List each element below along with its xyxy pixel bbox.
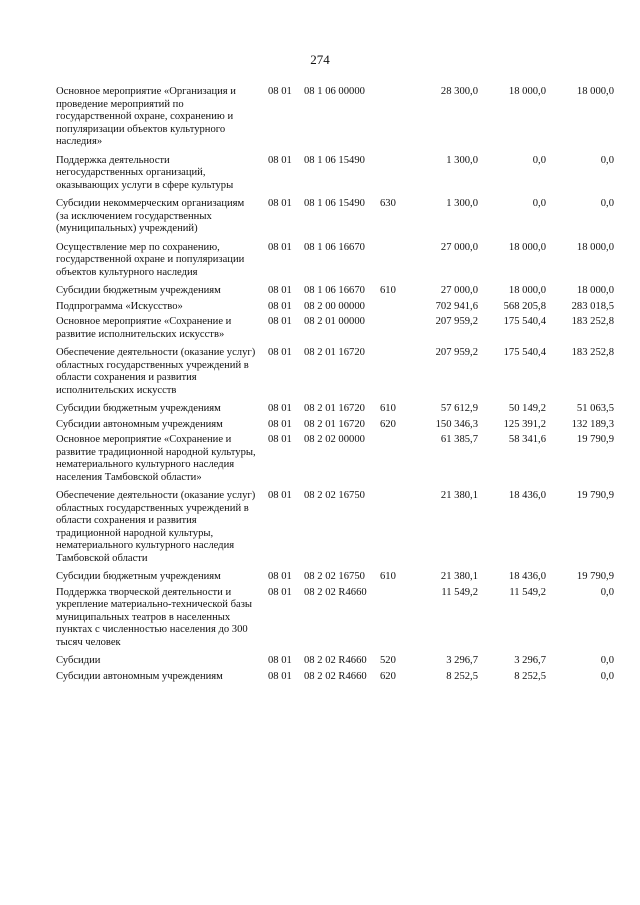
table-row	[56, 434, 616, 490]
table-row	[56, 347, 616, 403]
table-row	[56, 155, 616, 199]
row-amount-year-2: 18 000,0	[508, 86, 546, 97]
row-target-article-code: 08 2 01 16720	[304, 418, 365, 430]
row-target-article-code: 08 1 06 16670	[304, 285, 365, 296]
row-section-code: 08 01	[268, 586, 292, 598]
row-name: Поддержка творческой деятельности и укрепление материально-технической базы муниципальных театров в населенных пунктах с численностью населения до 300 тысяч человек	[56, 586, 252, 648]
row-name: Субсидии	[56, 655, 101, 666]
row-section-code: 08 01	[268, 347, 292, 358]
row-amount-year-3: 19 790,9	[576, 571, 614, 582]
row-target-article-code: 08 2 01 00000	[304, 316, 365, 327]
row-section-code: 08 01	[268, 154, 292, 166]
row-target-article-code: 08 1 06 15490	[304, 154, 365, 166]
row-target-article-code: 08 2 02 16750	[304, 490, 365, 501]
row-amount-year-3: 132 189,3	[571, 418, 614, 430]
row-target-article-code: 08 2 02 R4660	[304, 586, 367, 598]
row-amount-year-2: 8 252,5	[514, 670, 546, 682]
row-amount-year-2: 568 205,8	[503, 300, 546, 312]
row-expense-type-code: 520	[380, 655, 396, 666]
row-target-article-code: 08 2 02 R4660	[304, 670, 367, 682]
table-row	[56, 571, 616, 587]
table-row	[56, 86, 616, 155]
budget-table-body	[56, 86, 616, 686]
row-name: Субсидии автономным учреждениям	[56, 418, 223, 430]
row-expense-type-code	[380, 301, 410, 317]
row-amount-year-1: 27 000,0	[440, 285, 478, 296]
row-amount-year-2: 18 000,0	[508, 285, 546, 296]
row-target-article-code: 08 2 00 00000	[304, 300, 365, 312]
row-amount-year-2: 125 391,2	[503, 418, 546, 430]
row-name: Субсидии бюджетным учреждениям	[56, 285, 221, 296]
row-amount-year-1: 207 959,2	[435, 347, 478, 358]
row-amount-year-2: 50 149,2	[508, 403, 546, 414]
row-amount-year-1: 8 252,5	[446, 670, 478, 682]
row-section-code: 08 01	[268, 241, 292, 253]
row-amount-year-1: 21 380,1	[440, 490, 478, 501]
row-name: Осуществление мер по сохранению, государственной охране и популяризации объектов культурного наследия	[56, 241, 245, 278]
row-amount-year-2: 58 341,6	[508, 434, 546, 445]
row-section-code: 08 01	[268, 670, 292, 682]
row-target-article-code: 08 2 02 16750	[304, 571, 365, 582]
row-amount-year-1: 150 346,3	[435, 418, 478, 430]
row-amount-year-3: 0,0	[600, 655, 614, 666]
table-row	[56, 587, 616, 656]
row-amount-year-1: 702 941,6	[435, 300, 478, 312]
row-target-article-code: 08 2 01 16720	[304, 403, 365, 414]
row-target-article-code: 08 2 01 16720	[304, 347, 365, 358]
row-name: Субсидии бюджетным учреждениям	[56, 571, 221, 582]
row-amount-year-2: 0,0	[532, 198, 546, 209]
row-amount-year-2: 0,0	[532, 154, 546, 166]
row-expense-type-code	[380, 347, 410, 403]
row-expense-type-code: 620	[380, 670, 396, 682]
row-amount-year-2: 18 436,0	[508, 571, 546, 582]
row-amount-year-1: 27 000,0	[440, 241, 478, 253]
row-amount-year-2: 18 436,0	[508, 490, 546, 501]
row-amount-year-2: 18 000,0	[508, 241, 546, 253]
row-target-article-code: 08 2 02 R4660	[304, 655, 367, 666]
row-amount-year-2: 175 540,4	[503, 316, 546, 327]
row-expense-type-code	[380, 434, 410, 490]
row-section-code: 08 01	[268, 655, 292, 666]
row-amount-year-3: 18 000,0	[576, 241, 614, 253]
row-expense-type-code: 610	[380, 571, 396, 582]
row-name: Основное мероприятие «Сохранение и развитие традиционной народной культуры, нематериального культурного наследия населения Тамбовской области»	[56, 434, 256, 483]
table-row	[56, 285, 616, 301]
row-amount-year-3: 0,0	[600, 154, 614, 166]
row-amount-year-3: 18 000,0	[576, 285, 614, 296]
row-section-code: 08 01	[268, 434, 292, 445]
table-row	[56, 403, 616, 419]
row-name: Субсидии бюджетным учреждениям	[56, 403, 221, 414]
table-row	[56, 316, 616, 347]
table-row	[56, 490, 616, 571]
row-amount-year-1: 57 612,9	[440, 403, 478, 414]
row-amount-year-3: 19 790,9	[576, 490, 614, 501]
row-section-code: 08 01	[268, 571, 292, 582]
row-expense-type-code	[380, 242, 410, 286]
row-name: Обеспечение деятельности (оказание услуг) областных государственных учреждений в области сохранения и развития исполнительских искусств	[56, 347, 256, 396]
row-amount-year-3: 18 000,0	[576, 86, 614, 97]
row-name: Основное мероприятие «Организация и проведение мероприятий по государственной охране, сохранению и популяризации объектов культурного наследия»	[56, 86, 236, 147]
row-amount-year-1: 61 385,7	[440, 434, 478, 445]
row-name: Подпрограмма «Искусство»	[56, 300, 183, 312]
row-name: Субсидии некоммерческим организациям (за исключением государственных (муниципальных) учреждений)	[56, 198, 245, 234]
row-target-article-code: 08 1 06 15490	[304, 198, 365, 209]
row-name: Поддержка деятельности негосударственных организаций, оказывающих услуги в сфере культуры	[56, 154, 234, 191]
row-expense-type-code	[380, 316, 410, 347]
row-amount-year-3: 283 018,5	[571, 300, 614, 312]
row-amount-year-3: 0,0	[600, 586, 614, 598]
row-section-code: 08 01	[268, 316, 292, 327]
row-amount-year-2: 175 540,4	[503, 347, 546, 358]
row-expense-type-code	[380, 490, 410, 571]
row-target-article-code: 08 1 06 00000	[304, 86, 365, 97]
row-expense-type-code	[380, 86, 410, 155]
page-number: 274	[310, 52, 330, 67]
row-expense-type-code: 630	[380, 198, 396, 209]
row-section-code: 08 01	[268, 198, 292, 209]
row-name: Основное мероприятие «Сохранение и развитие исполнительских искусств»	[56, 316, 232, 340]
row-amount-year-3: 51 063,5	[576, 403, 614, 414]
table-row	[56, 242, 616, 286]
row-section-code: 08 01	[268, 403, 292, 414]
table-row	[56, 419, 616, 435]
row-amount-year-1: 207 959,2	[435, 316, 478, 327]
row-expense-type-code: 610	[380, 285, 396, 296]
row-expense-type-code: 620	[380, 418, 396, 430]
row-expense-type-code	[380, 587, 410, 656]
row-expense-type-code: 610	[380, 403, 396, 414]
row-amount-year-1: 1 300,0	[446, 198, 478, 209]
row-amount-year-3: 0,0	[600, 198, 614, 209]
row-name: Обеспечение деятельности (оказание услуг) областных государственных учреждений в области сохранения и развития традиционной народной культуры, нематериального культурного наследия Тамбовской области	[56, 490, 256, 564]
row-section-code: 08 01	[268, 285, 292, 296]
row-amount-year-1: 28 300,0	[440, 86, 478, 97]
row-amount-year-1: 21 380,1	[440, 571, 478, 582]
table-row	[56, 655, 616, 671]
table-row	[56, 301, 616, 317]
table-row	[56, 671, 616, 687]
row-amount-year-2: 11 549,2	[509, 586, 546, 598]
row-amount-year-1: 1 300,0	[446, 154, 478, 166]
row-amount-year-3: 183 252,8	[571, 316, 614, 327]
row-name: Субсидии автономным учреждениям	[56, 670, 223, 682]
row-section-code: 08 01	[268, 418, 292, 430]
row-amount-year-3: 183 252,8	[571, 347, 614, 358]
row-amount-year-1: 11 549,2	[441, 586, 478, 598]
row-section-code: 08 01	[268, 490, 292, 501]
row-target-article-code: 08 2 02 00000	[304, 434, 365, 445]
row-amount-year-1: 3 296,7	[446, 655, 478, 666]
table-row	[56, 198, 616, 242]
budget-table	[56, 86, 616, 686]
row-section-code: 08 01	[268, 86, 292, 97]
row-section-code: 08 01	[268, 300, 292, 312]
row-amount-year-3: 19 790,9	[576, 434, 614, 445]
row-amount-year-2: 3 296,7	[514, 655, 546, 666]
row-expense-type-code	[380, 155, 410, 199]
row-target-article-code: 08 1 06 16670	[304, 241, 365, 253]
row-amount-year-3: 0,0	[600, 670, 614, 682]
